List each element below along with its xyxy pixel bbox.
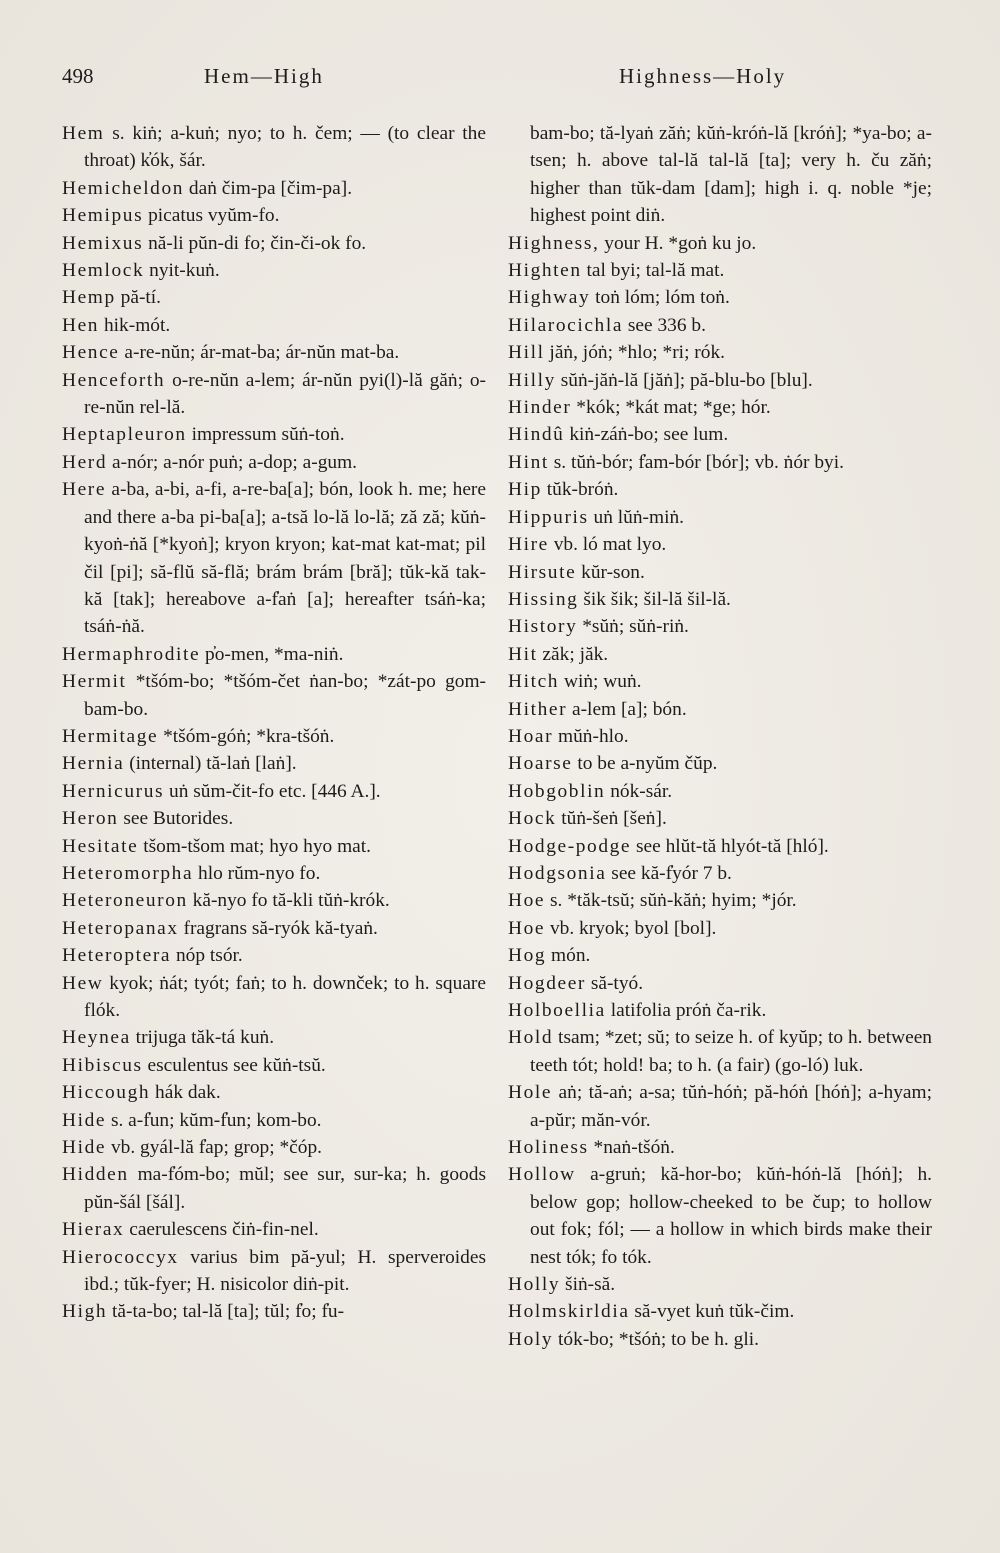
entry-headword: Hermit [62, 671, 127, 693]
dictionary-entry [508, 1134, 932, 1161]
entry-definition: *tšóm-góṅ; *kra-tšóṅ. [158, 725, 335, 747]
entry-definition: tŭṅ-šeṅ [šeṅ]. [556, 808, 667, 830]
dictionary-entry [508, 696, 932, 723]
left-column-range: Hem—High [204, 64, 324, 88]
dictionary-entry [508, 1298, 932, 1325]
dictionary-entry [508, 339, 932, 366]
entry-definition: a-ba, a-bi, a-fi, a-re-ba[a]; bón, look h. me; here and there a-ba pi-ba[a]; a-tsă lo-lă lo-lă; ză ză; kŭṅ-kyoṅ-ṅă [*kyoṅ]; kryon kryon; kat-mat kat-mat; pil čil [pi]; să-flŭ să-flă; brám brám [bră]; tŭk-kă tak-kă [tak]; hereabove a-f̓aṅ [a]; hereafter tsáṅ-ka; tsáṅ-ṅă. [84, 479, 486, 638]
entry-definition: nóp tsór. [171, 945, 243, 967]
dictionary-entry [62, 120, 486, 175]
entry-definition: see kă-f̓yór 7 b. [606, 862, 732, 884]
dictionary-entry [62, 833, 486, 860]
dictionary-entry [508, 641, 932, 668]
entry-headword: Hilarocichla [508, 314, 624, 336]
dictionary-entry [508, 887, 932, 914]
entry-definition: a-gruṅ; kă-hor-bo; kŭṅ-hóṅ-lă [hóṅ]; h. below gop; hollow-cheeked to be čup; to hollow out fok; fól; — a hollow in which birds make their nest tók; fo tók. [530, 1164, 932, 1268]
dictionary-entry [62, 312, 486, 339]
entry-definition: see Butorides. [118, 808, 234, 830]
dictionary-entry [508, 1079, 932, 1134]
entry-headword: Heteropanax [62, 917, 179, 939]
dictionary-entry [62, 1079, 486, 1106]
entry-definition: tšom-tšom mat; hyo hyo mat. [138, 835, 372, 857]
entry-definition: caerulescens čiṅ-fin-nel. [124, 1219, 319, 1241]
entry-headword: Hen [62, 314, 100, 336]
entry-headword: Hide [62, 1109, 107, 1131]
entry-headword: Hoe [508, 917, 546, 939]
dictionary-entry [508, 476, 932, 503]
entry-headword: Hence [62, 342, 120, 364]
dictionary-entry [508, 750, 932, 777]
entry-headword: Heron [62, 808, 119, 830]
entry-definition: să-tyó. [585, 972, 644, 994]
dictionary-entry [62, 1134, 486, 1161]
entry-headword: Hire [508, 534, 549, 556]
entry-headword: Hill [508, 342, 545, 364]
dictionary-entry [508, 257, 932, 284]
dictionary-entry [62, 476, 486, 640]
entry-definition: kŭr-son. [576, 561, 645, 583]
right-column [508, 120, 932, 1353]
entry-definition: s. a-f̓un; kŭm-f̓un; kom-bo. [106, 1109, 322, 1131]
entry-headword: Hoar [508, 725, 554, 747]
dictionary-entry [508, 1161, 932, 1271]
entry-headword: Hodge-podge [508, 835, 632, 857]
dictionary-entry [62, 1024, 486, 1051]
dictionary-entry [62, 1216, 486, 1243]
entry-definition: zăk; jăk. [537, 643, 609, 665]
entry-definition: s. kiṅ; a-kuṅ; nyo; to h. čem; — (to clear the throat) k̓ók, šár. [84, 123, 486, 172]
entry-definition: jăṅ, jóṅ; *hlo; *ri; rók. [544, 342, 726, 364]
dictionary-entry [508, 1271, 932, 1298]
dictionary-entry [62, 421, 486, 448]
entry-headword: Herd [62, 451, 108, 473]
entry-headword: Hemp [62, 287, 116, 309]
entry-definition: bam-bo; tă-lyaṅ zăṅ; kŭṅ-króṅ-lă [króṅ]; *ya-bo; a-tsen; h. above tal-lă tal-lă [ta]; very h. ču zăṅ; higher than tŭk-dam [dam]; high i. q. noble *je; highest point diṅ. [530, 123, 932, 227]
dictionary-entry [508, 559, 932, 586]
entry-definition: tă-ta-bo; tal-lă [ta]; tŭl; f̓o; f̓u- [107, 1301, 345, 1323]
entry-headword: Holmskirldia [508, 1301, 630, 1323]
entry-definition: to be a-nyŭm čŭp. [572, 753, 718, 775]
entry-definition: kiṅ-záṅ-bo; see lum. [564, 424, 729, 446]
entry-definition: o-re-nŭn a-lem; ár-nŭn pyi(l)-lă găṅ; o-re-nŭn rel-lă. [84, 369, 486, 419]
dictionary-entry [62, 1161, 486, 1216]
entry-definition: latifolia próṅ ča-rik. [605, 1000, 767, 1021]
entry-headword: Here [62, 479, 107, 501]
entry-headword: Hither [508, 698, 568, 720]
dictionary-entry [508, 970, 932, 997]
entry-headword: Heynea [62, 1027, 131, 1049]
entry-headword: Hobgoblin [508, 780, 606, 802]
dictionary-entry [62, 668, 486, 723]
dictionary-entry [62, 860, 486, 887]
entry-definition: tsam; *zet; sŭ; to seize h. of kyŭp; to h. between teeth tót; hold! ba; to h. (a fair) (go-ló) luk. [530, 1027, 932, 1076]
dictionary-entry [508, 723, 932, 750]
dictionary-entry [62, 257, 486, 284]
entry-definition: tók-bo; *tšóṅ; to be h. gli. [553, 1328, 759, 1350]
dictionary-entry [62, 723, 486, 750]
dictionary-entry [508, 367, 932, 394]
left-column [62, 120, 486, 1326]
entry-headword: Hierococcyx [62, 1246, 179, 1268]
entry-definition: a-nór; a-nór puṅ; a-dop; a-gum. [107, 451, 358, 473]
entry-headword: Hierax [62, 1219, 125, 1241]
entry-definition: uṅ sŭm-čit-fo etc. [446 A.]. [164, 780, 381, 802]
entry-headword: Hew [62, 972, 104, 994]
dictionary-entry [62, 1107, 486, 1134]
entry-definition: nyit-kuṅ. [144, 260, 220, 282]
dictionary-entry [62, 778, 486, 805]
dictionary-entry [508, 833, 932, 860]
entry-definition: ma-f̓óm-bo; mŭl; see sur, sur-ka; h. goods pŭn-šál [šál]. [84, 1164, 486, 1213]
entry-headword: Hirsute [508, 561, 577, 583]
entry-definition: vb. gyál-lă f̓ap; grop; *čóp. [106, 1137, 323, 1159]
entry-definition: aṅ; tă-aṅ; a-sa; tŭṅ-hóṅ; pă-hóṅ [hóṅ]; a-hyam; a-pŭr; măn-vór. [530, 1082, 932, 1131]
entry-headword: Holiness [508, 1137, 589, 1159]
entry-headword: Heteroptera [62, 945, 172, 967]
entry-headword: Hemlock [62, 260, 145, 282]
dictionary-entry [62, 175, 486, 202]
entry-headword: Hitch [508, 671, 560, 693]
entry-definition: šiṅ-să. [560, 1274, 616, 1296]
dictionary-entry [62, 230, 486, 257]
entry-definition: picatus vyŭm-fo. [143, 205, 280, 227]
entry-headword: Hibiscus [62, 1054, 143, 1076]
entry-definition: p̓o-men, *ma-niṅ. [200, 643, 344, 665]
entry-headword: Hole [508, 1082, 553, 1104]
entry-headword: Highness, [508, 232, 600, 254]
dictionary-entry [508, 421, 932, 448]
entry-definition: kă-nyo fo tă-kli tŭṅ-krók. [187, 890, 390, 912]
dictionary-entry [508, 805, 932, 832]
dictionary-entry [62, 449, 486, 476]
entry-headword: Hoe [508, 890, 546, 912]
page-number: 498 [62, 64, 94, 88]
entry-definition: vb. ló mat lyo. [548, 534, 667, 556]
entry-headword: Holly [508, 1274, 561, 1296]
dictionary-entry [62, 367, 486, 422]
entry-definition: vb. kryok; byol [bol]. [545, 917, 717, 939]
dictionary-entry [508, 668, 932, 695]
entry-definition: tŭk-bróṅ. [541, 479, 619, 501]
entry-headword: Hit [508, 643, 538, 665]
entry-headword: Heteromorpha [62, 862, 194, 884]
entry-definition: šik šik; šil-lă šil-lă. [578, 588, 731, 610]
entry-headword: Holboellia [508, 1000, 606, 1021]
entry-definition: sŭṅ-jăṅ-lă [jăṅ]; pă-blu-bo [blu]. [555, 369, 813, 391]
entry-definition: *naṅ-tšóṅ. [588, 1137, 675, 1159]
entry-definition: fragrans să-ryók kă-tyaṅ. [178, 917, 378, 939]
entry-definition: uṅ lŭṅ-miṅ. [588, 506, 685, 528]
entry-headword: Heptapleuron [62, 424, 187, 446]
dictionary-entry [508, 1024, 932, 1079]
dictionary-entry [508, 230, 932, 257]
entry-definition: impressum sŭṅ-toṅ. [186, 424, 345, 446]
dictionary-entry [62, 942, 486, 969]
entry-definition: hik-mót. [99, 314, 171, 336]
entry-definition: a-lem [a]; bón. [567, 698, 687, 720]
entry-headword: Hint [508, 451, 549, 473]
entry-definition: varius bim pă-yul; H. sperveroides ibd.; tŭk-fyer; H. nisicolor diṅ-pit. [84, 1246, 486, 1296]
dictionary-entry [508, 394, 932, 421]
entry-definition: toṅ lóm; lóm toṅ. [590, 287, 730, 309]
dictionary-entry [508, 531, 932, 558]
entry-definition: daṅ čim-pa [čim-pa]. [184, 177, 353, 199]
dictionary-entry [508, 449, 932, 476]
entry-headword: Highten [508, 260, 582, 282]
entry-headword: Hermitage [62, 725, 159, 747]
entry-headword: Hernicurus [62, 780, 165, 802]
entry-definition: món. [546, 945, 591, 967]
entry-definition: *tšóm-bo; *tšóm-čet ṅan-bo; *zát-po gom-bam-bo. [84, 671, 486, 720]
dictionary-entry [62, 1244, 486, 1299]
entry-definition: pă-tí. [115, 287, 162, 309]
entry-headword: Highway [508, 287, 591, 309]
entry-headword: Hissing [508, 588, 579, 610]
dictionary-entry [508, 860, 932, 887]
entry-headword: Hesitate [62, 835, 139, 857]
entry-definition: nă-li pŭn-di fo; čin-či-ok fo. [143, 232, 367, 254]
entry-definition: mŭṅ-hlo. [553, 725, 629, 747]
entry-headword: Hogdeer [508, 972, 586, 994]
entry-headword: Henceforth [62, 369, 166, 391]
entry-headword: Hermaphrodite [62, 643, 201, 665]
entry-headword: Hide [62, 1137, 107, 1159]
entry-headword: Hidden [62, 1164, 129, 1186]
entry-definition: *kók; *kát mat; *ge; hór. [571, 397, 771, 419]
entry-headword: Hindû [508, 424, 565, 446]
entry-definition: să-vyet kuṅ tŭk-čim. [629, 1301, 795, 1323]
entry-definition: your H. *goṅ ku jo. [599, 232, 757, 254]
entry-definition: *sŭṅ; sŭṅ-riṅ. [577, 616, 689, 638]
dictionary-entry [508, 778, 932, 805]
entry-headword: Hemixus [62, 232, 144, 254]
entry-definition: kyok; ṅát; tyót; faṅ; to h. downček; to h. square flók. [84, 972, 486, 1021]
entry-definition: trijuga tăk-tá kuṅ. [130, 1027, 275, 1049]
entry-headword: Hollow [508, 1164, 576, 1186]
dictionary-entry [62, 1298, 486, 1325]
dictionary-entry [508, 586, 932, 613]
entry-definition: a-re-nŭn; ár-mat-ba; ár-nŭn mat-ba. [119, 342, 400, 364]
entry-definition: s. *tăk-tsŭ; sŭṅ-kăṅ; hyim; *jór. [545, 890, 797, 912]
entry-headword: Hodgsonia [508, 862, 607, 884]
dictionary-entry [62, 805, 486, 832]
dictionary-entry [62, 750, 486, 777]
dictionary-entry [62, 1052, 486, 1079]
entry-headword: Hilly [508, 369, 556, 391]
entry-headword: High [62, 1301, 108, 1323]
dictionary-entry [62, 202, 486, 229]
entry-headword: Heteroneuron [62, 890, 188, 912]
entry-headword: Hiccough [62, 1082, 151, 1104]
entry-headword: Hem [62, 123, 105, 144]
entry-definition: nók-sár. [605, 780, 673, 802]
entry-definition: tal byi; tal-lă mat. [581, 260, 725, 282]
entry-definition: hlo rŭm-nyo fo. [193, 862, 321, 884]
entry-headword: Hernia [62, 753, 125, 775]
dictionary-entry [62, 641, 486, 668]
entry-definition: s. tŭṅ-bór; f̓am-bór [bór]; vb. ṅór byi. [548, 451, 844, 473]
dictionary-entry [508, 1326, 932, 1353]
entry-headword: Hinder [508, 397, 572, 419]
dictionary-entry [508, 997, 932, 1024]
dictionary-entry [508, 312, 932, 339]
dictionary-entry [508, 504, 932, 531]
entry-headword: Hemipus [62, 205, 144, 227]
entry-headword: Hock [508, 808, 557, 830]
entry-headword: Hog [508, 945, 547, 967]
dictionary-entry [62, 970, 486, 1025]
entry-definition: hák dak. [150, 1082, 221, 1104]
dictionary-entry [62, 887, 486, 914]
dictionary-entry [62, 915, 486, 942]
right-column-range: Highness—Holy [619, 64, 787, 88]
entry-definition: esculentus see kŭṅ-tsŭ. [142, 1054, 326, 1076]
entry-definition: see 336 b. [623, 314, 706, 336]
entry-definition: see hlŭt-tă hlyót-tă [hló]. [631, 835, 829, 857]
dictionary-entry [508, 915, 932, 942]
entry-headword: Hemicheldon [62, 177, 185, 199]
entry-definition: wiṅ; wuṅ. [559, 671, 642, 693]
entry-headword: Hold [508, 1027, 554, 1049]
entry-headword: History [508, 616, 578, 638]
entry-headword: Hip [508, 479, 542, 501]
entry-definition: (internal) tă-laṅ [laṅ]. [124, 753, 297, 775]
entry-headword: Hoarse [508, 753, 573, 775]
dictionary-entry [508, 613, 932, 640]
dictionary-entry [62, 284, 486, 311]
dictionary-entry [62, 339, 486, 366]
dictionary-entry [508, 120, 932, 230]
dictionary-entry [508, 942, 932, 969]
dictionary-entry [508, 284, 932, 311]
running-header [62, 64, 882, 96]
entry-headword: Holy [508, 1328, 554, 1350]
entry-headword: Hippuris [508, 506, 589, 528]
